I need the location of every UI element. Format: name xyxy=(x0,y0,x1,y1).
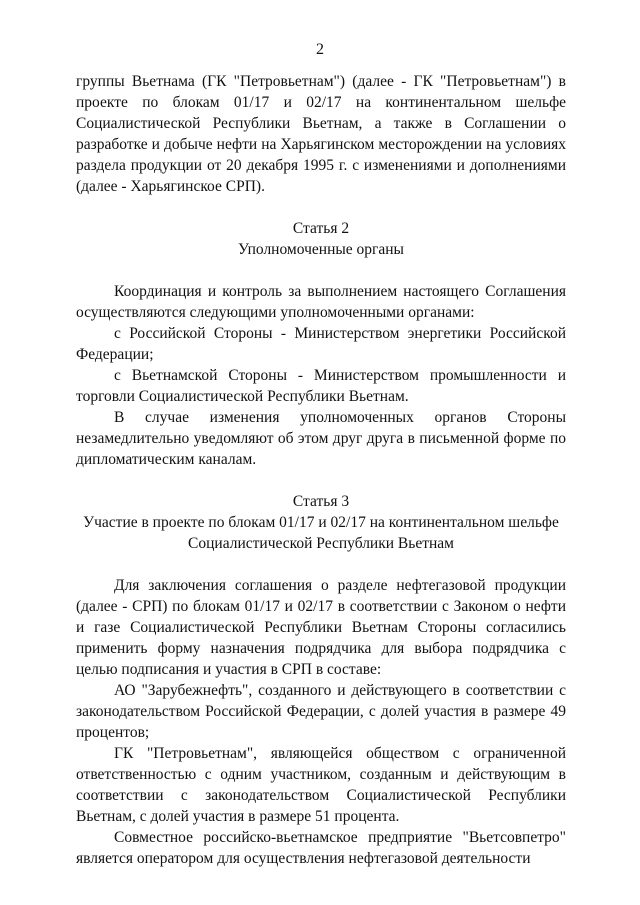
article-3-title-line-2: Социалистической Республики Вьетнам xyxy=(188,535,454,552)
article-2-paragraph-4: В случае изменения уполномоченных органов Стороны незамедлительно уведомляют об этом друг друга в письменной форме по дипломатическим каналам. xyxy=(76,409,566,468)
article-3-paragraph-1: Для заключения соглашения о разделе нефтегазовой продукции (далее - СРП) по блокам 01/17 и 02/17 в соответствии с Законом о нефти и газе Социалистической Республики Вьетнам Стороны согласились применить форму назначения подрядчика для выбора подрядчика с целью подписания и участия в СРП в составе: xyxy=(76,577,566,678)
document-body xyxy=(76,71,566,869)
article-3-paragraph-2: АО "Зарубежнефть", созданного и действующего в соответствии с законодательством Российской Федерации, с долей участия в размере 49 процентов; xyxy=(76,682,566,741)
page-number: 2 xyxy=(316,41,324,58)
intro-paragraph: группы Вьетнама (ГК "Петровьетнам") (далее - ГК "Петровьетнам") в проекте по блокам 01/17 и 02/17 на континентальном шельфе Социалистической Республики Вьетнам, а также в Соглашении о разработке и добыче нефти на Харьягинском месторождении на условиях раздела продукции от 20 декабря 1995 г. с изменениями и дополнениями (далее - Харьягинское СРП). xyxy=(76,73,566,195)
article-3-paragraph-3: ГК "Петровьетнам", являющейся обществом с ограниченной ответственностью с одним участником, созданным и действующим в соответствии с законодательством Социалистической Республики Вьетнам, с долей участия в размере 51 процента. xyxy=(76,745,566,825)
article-2-paragraph-1: Координация и контроль за выполнением настоящего Соглашения осуществляются следующими уполномоченными органами: xyxy=(76,283,566,321)
article-3-title-line-1: Участие в проекте по блокам 01/17 и 02/17 на континентальном шельфе xyxy=(83,514,559,531)
article-2-paragraph-2: с Российской Стороны - Министерством энергетики Российской Федерации; xyxy=(76,325,566,363)
article-2-title: Уполномоченные органы xyxy=(238,241,404,258)
article-2-paragraph-3: с Вьетнамской Стороны - Министерством промышленности и торговли Социалистической Республики Вьетнам. xyxy=(76,367,566,405)
article-3-number: Статья 3 xyxy=(292,493,350,510)
article-2-number: Статья 2 xyxy=(292,220,350,237)
article-3-paragraph-4: Совместное российско-вьетнамское предприятие "Вьетсовпетро" является оператором для осуществления нефтегазовой деятельности xyxy=(76,829,566,867)
